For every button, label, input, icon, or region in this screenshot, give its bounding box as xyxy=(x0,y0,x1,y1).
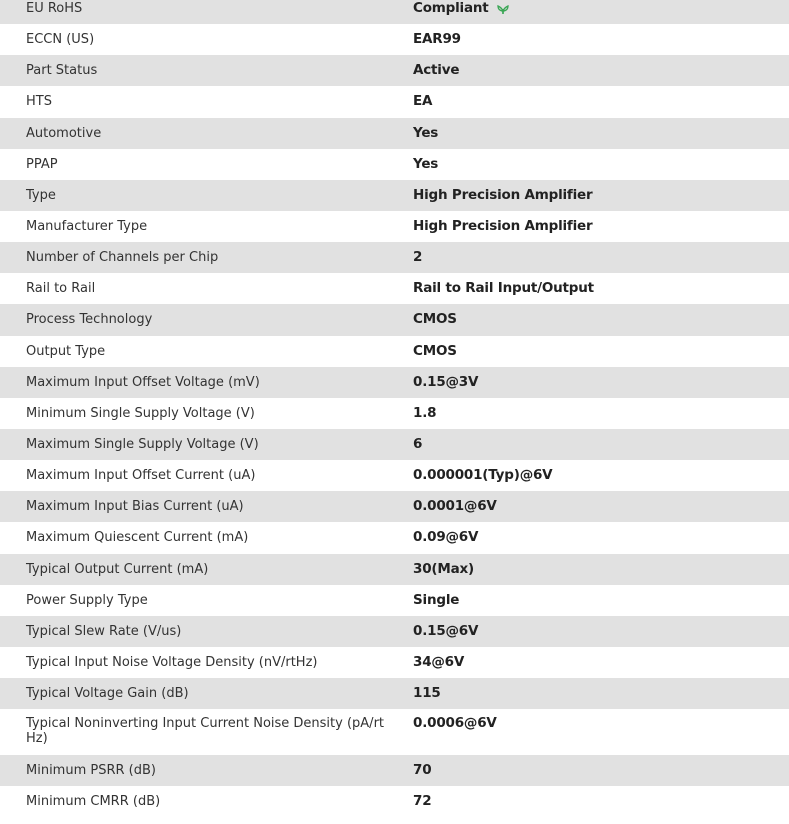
spec-label: Maximum Input Offset Voltage (mV) xyxy=(26,374,260,390)
spec-label: PPAP xyxy=(26,156,58,172)
spec-label: Automotive xyxy=(26,125,102,141)
spec-row-channels xyxy=(0,242,789,273)
spec-row-output-type xyxy=(0,336,789,367)
spec-value: 1.8 xyxy=(413,404,437,421)
leaf-icon xyxy=(496,3,510,15)
spec-row-power-supply-type xyxy=(0,585,789,616)
spec-label: Rail to Rail xyxy=(26,281,96,297)
spec-label: Type xyxy=(26,187,56,203)
spec-value: EA xyxy=(413,93,433,110)
spec-row-max-single-supply-voltage xyxy=(0,429,789,460)
spec-value: 70 xyxy=(413,762,432,779)
spec-row-max-quiescent-current xyxy=(0,522,789,553)
spec-label: Typical Voltage Gain (dB) xyxy=(26,686,189,702)
spec-row-part-status xyxy=(0,55,789,86)
spec-row-ppap xyxy=(0,149,789,180)
spec-value: 0.09@6V xyxy=(413,529,479,546)
spec-label: Minimum CMRR (dB) xyxy=(26,794,161,810)
spec-row-input-current-noise-density xyxy=(0,709,789,755)
spec-label: Maximum Quiescent Current (mA) xyxy=(26,530,249,546)
spec-label: Minimum Single Supply Voltage (V) xyxy=(26,405,255,421)
spec-row-automotive xyxy=(0,118,789,149)
spec-label: Process Technology xyxy=(26,312,153,328)
spec-row-input-noise-voltage-density xyxy=(0,647,789,678)
spec-value: 0.0001@6V xyxy=(413,498,497,515)
spec-value: High Precision Amplifier xyxy=(413,218,593,235)
spec-row-rail-to-rail xyxy=(0,273,789,304)
spec-value: CMOS xyxy=(413,311,457,328)
spec-value: Active xyxy=(413,62,460,79)
spec-label: Number of Channels per Chip xyxy=(26,250,219,266)
spec-value: 30(Max) xyxy=(413,560,474,577)
spec-label: Minimum PSRR (dB) xyxy=(26,763,156,779)
spec-row-max-input-bias-current xyxy=(0,491,789,522)
spec-value: 2 xyxy=(413,249,423,266)
spec-value: Yes xyxy=(413,155,439,172)
spec-label: HTS xyxy=(26,94,52,110)
spec-row-type xyxy=(0,180,789,211)
spec-label: Maximum Input Bias Current (uA) xyxy=(26,499,244,515)
spec-row-typical-slew-rate xyxy=(0,616,789,647)
spec-row-manufacturer-type xyxy=(0,211,789,242)
spec-row-min-psrr xyxy=(0,755,789,786)
spec-row-min-single-supply-voltage xyxy=(0,398,789,429)
spec-value: 0.0006@6V xyxy=(413,715,497,732)
spec-row-process-technology xyxy=(0,304,789,335)
spec-row-eu-rohs xyxy=(0,0,789,24)
spec-label: Typical Slew Rate (V/us) xyxy=(26,623,182,639)
spec-label: Typical Noninverting Input Current Noise Density (pA/rt Hz) xyxy=(26,716,385,747)
spec-value: Yes xyxy=(413,124,439,141)
spec-label: Manufacturer Type xyxy=(26,219,148,235)
spec-value: 34@6V xyxy=(413,654,465,671)
spec-value: CMOS xyxy=(413,342,457,359)
spec-value: EAR99 xyxy=(413,31,461,48)
spec-value: 6 xyxy=(413,436,423,453)
spec-row-max-input-offset-current xyxy=(0,460,789,491)
spec-label: Output Type xyxy=(26,343,106,359)
spec-value: 0.15@3V xyxy=(413,373,479,390)
spec-row-hts xyxy=(0,86,789,117)
spec-label: Maximum Single Supply Voltage (V) xyxy=(26,437,259,453)
spec-label: EU RoHS xyxy=(26,1,83,17)
spec-value: 115 xyxy=(413,685,441,702)
spec-value: Rail to Rail Input/Output xyxy=(413,280,594,297)
spec-value-wrap xyxy=(413,1,789,16)
spec-row-max-input-offset-voltage xyxy=(0,367,789,398)
spec-label: Maximum Input Offset Current (uA) xyxy=(26,468,256,484)
spec-value: High Precision Amplifier xyxy=(413,186,593,203)
spec-label: ECCN (US) xyxy=(26,32,95,48)
spec-value: 0.15@6V xyxy=(413,622,479,639)
spec-label: Typical Input Noise Voltage Density (nV/rtHz) xyxy=(26,655,318,671)
spec-value: Single xyxy=(413,591,460,608)
spec-value: 0.000001(Typ)@6V xyxy=(413,467,553,484)
spec-row-typical-output-current xyxy=(0,554,789,585)
spec-row-typical-voltage-gain xyxy=(0,678,789,709)
spec-row-eccn xyxy=(0,24,789,55)
spec-label: Part Status xyxy=(26,63,98,79)
spec-value: Compliant xyxy=(413,0,489,17)
spec-row-min-cmrr xyxy=(0,786,789,817)
spec-label: Power Supply Type xyxy=(26,592,148,608)
spec-label: Typical Output Current (mA) xyxy=(26,561,209,577)
spec-value: 72 xyxy=(413,793,432,810)
